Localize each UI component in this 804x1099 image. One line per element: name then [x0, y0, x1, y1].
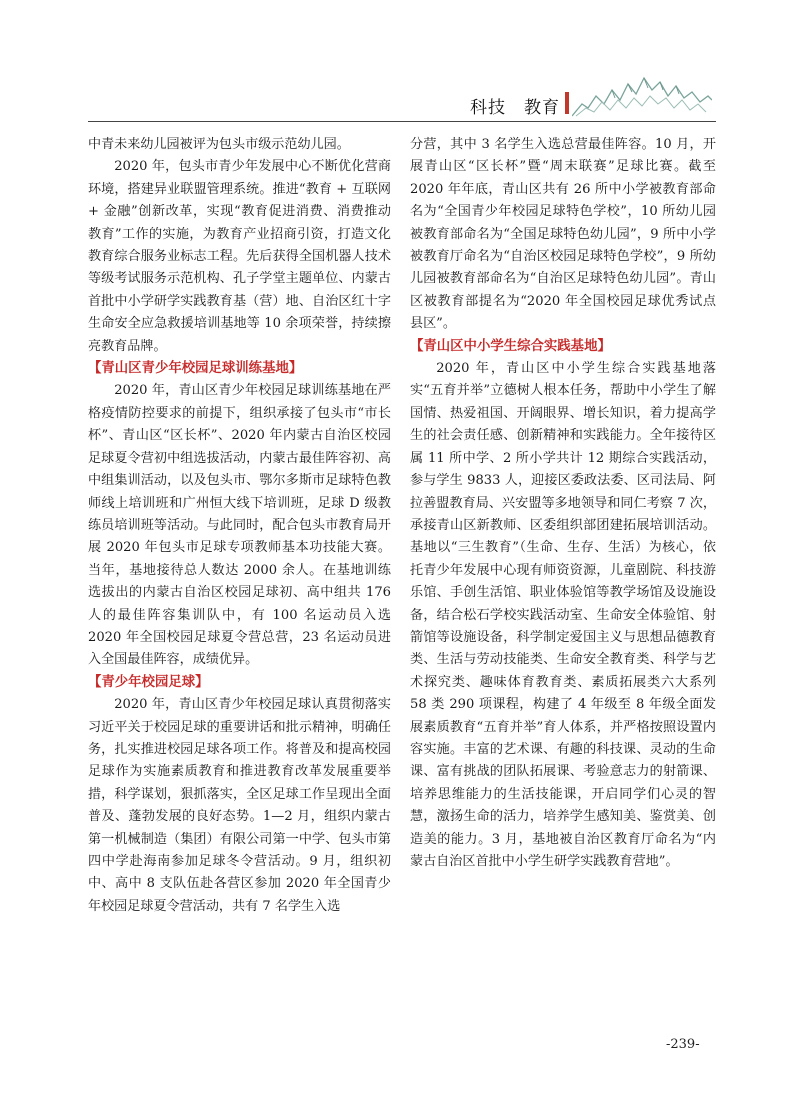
paragraph: 分营，其中 3 名学生入选总营最佳阵容。10 月，开展青山区“区长杯”暨“周末联赛”足球比赛。截至 2020 年年底，青山区共有 26 所中小学被教育部命名为“全国青少年校园足球特色学校”，10 所幼儿园被教育部命名为“全国足球特色幼儿园”，9 所中小学被教育厅命名为“自治区校园足球特色学校”，9 所幼儿园被教育部命名为“自治区足球特色幼儿园”。青山区被教育部提名为“2020 年全国校园足球优秀试点县区”。 [410, 137, 716, 332]
right-column [410, 134, 716, 873]
paragraph: 2020 年，包头市青少年发展中心不断优化营商环境，搭建异业联盟管理系统。推进“教育 + 互联网 + 金融”创新改革，实现“教育促进消费、消费推动教育”工作的实施，为教育产业招商引资，打造文化教育综合服务业标志工程。先后获得全国机器人技术等级考试服务示范机构、孔子学堂主题单位、内蒙古首批中小学研学实践教育基（营）地、自治区红十字生命安全应急救援培训基地等 10 余项荣誉，持续擦亮教育品牌。 [88, 159, 391, 354]
section-heading: 【青少年校园足球】 [88, 674, 209, 690]
section-heading: 【青山区青少年校园足球训练基地】 [88, 361, 303, 377]
header-rule [88, 121, 716, 122]
mountain-illustration [572, 70, 712, 118]
paragraph: 中青未来幼儿园被评为包头市级示范幼儿园。 [88, 137, 350, 152]
paragraph: 2020 年，青山区中小学生综合实践基地落实“五育并举”立德树人根本任务，帮助中小学生了解国情、热爱祖国、开阔眼界、增长知识，着力提高学生的社会责任感、创新精神和实践能力。全年接待区属 11 所中学、2 所小学共计 12 期综合实践活动，参与学生 9833 人，迎接区委政法委、区司法局、阿拉善盟教育局、兴安盟等多地领导和同仁考察 7 次，承接青山区新教师、区委组织部团建拓展培训活动。基地以“三生教育”（生命、生存、生活）为核心，依托青少年发展中心现有师资资源，儿童剧院、科技游乐馆、手创生活馆、职业体验馆等教学场馆及设施设备，结合松石学校实践活动室、生命安全体验馆、射箭馆等设施设备，科学制定爱国主义与思想品德教育类、生活与劳动技能类、生命安全教育类、科学与艺术探究类、趣味体育教育类、素质拓展类六大系列 58 类 290 项课程，构建了 4 年级至 8 年级全面发展素质教育“五育并举”育人体系，并严格按照设置内容实施。丰富的艺术课、有趣的科技课、灵动的生命课、富有挑战的团队拓展课、考验意志力的射箭课、培养思维能力的生活技能课，开启同学们心灵的智慧，激扬生命的活力，培养学生感知美、鉴赏美、创造美的能力。3 月，基地被自治区教育厅命名为“内蒙古自治区首批中小学生研学实践教育营地”。 [410, 361, 716, 869]
page-number: -239- [666, 1037, 700, 1052]
section-marker [565, 92, 569, 114]
left-column [88, 134, 391, 918]
section-heading: 【青山区中小学生综合实践基地】 [410, 338, 611, 354]
section-title: 科技 教育 [470, 98, 560, 118]
paragraph: 2020 年，青山区青少年校园足球认真贯彻落实习近平关于校园足球的重要讲话和批示精神，明确任务，扎实推进校园足球各项工作。将普及和提高校园足球作为实施素质教育和推进教育改革发展重要举措，科学谋划，狠抓落实，全区足球工作呈现出全面普及、蓬勃发展的良好态势。1—2 月，组织内蒙古第一机械制造（集团）有限公司第一中学、包头市第四中学赴海南参加足球冬令营活动。9 月，组织初中、高中 8 支队伍赴各营区参加 2020 年全国青少年校园足球夏令营活动，共有 7 名学生入选 [88, 697, 391, 914]
paragraph: 2020 年，青山区青少年校园足球训练基地在严格疫情防控要求的前提下，组织承接了包头市“市长杯”、青山区“区长杯”、2020 年内蒙古自治区校园足球夏令营初中组选拔活动，内蒙古最佳阵容初、高中组集训活动，以及包头市、鄂尔多斯市足球特色教师线上培训班和广州恒大线下培训班，足球 D 级教练员培训班等活动。与此同时，配合包头市教育局开展 2020 年包头市足球专项教师基本功技能大赛。当年，基地接待总人数达 2000 余人。在基地训练选拔出的内蒙古自治区校园足球初、高中组共 176 人的最佳阵容集训队中，有 100 名运动员入选 2020 年全国校园足球夏令营总营，23 名运动员进入全国最佳阵容，成绩优异。 [88, 383, 391, 668]
page-header [0, 0, 804, 125]
